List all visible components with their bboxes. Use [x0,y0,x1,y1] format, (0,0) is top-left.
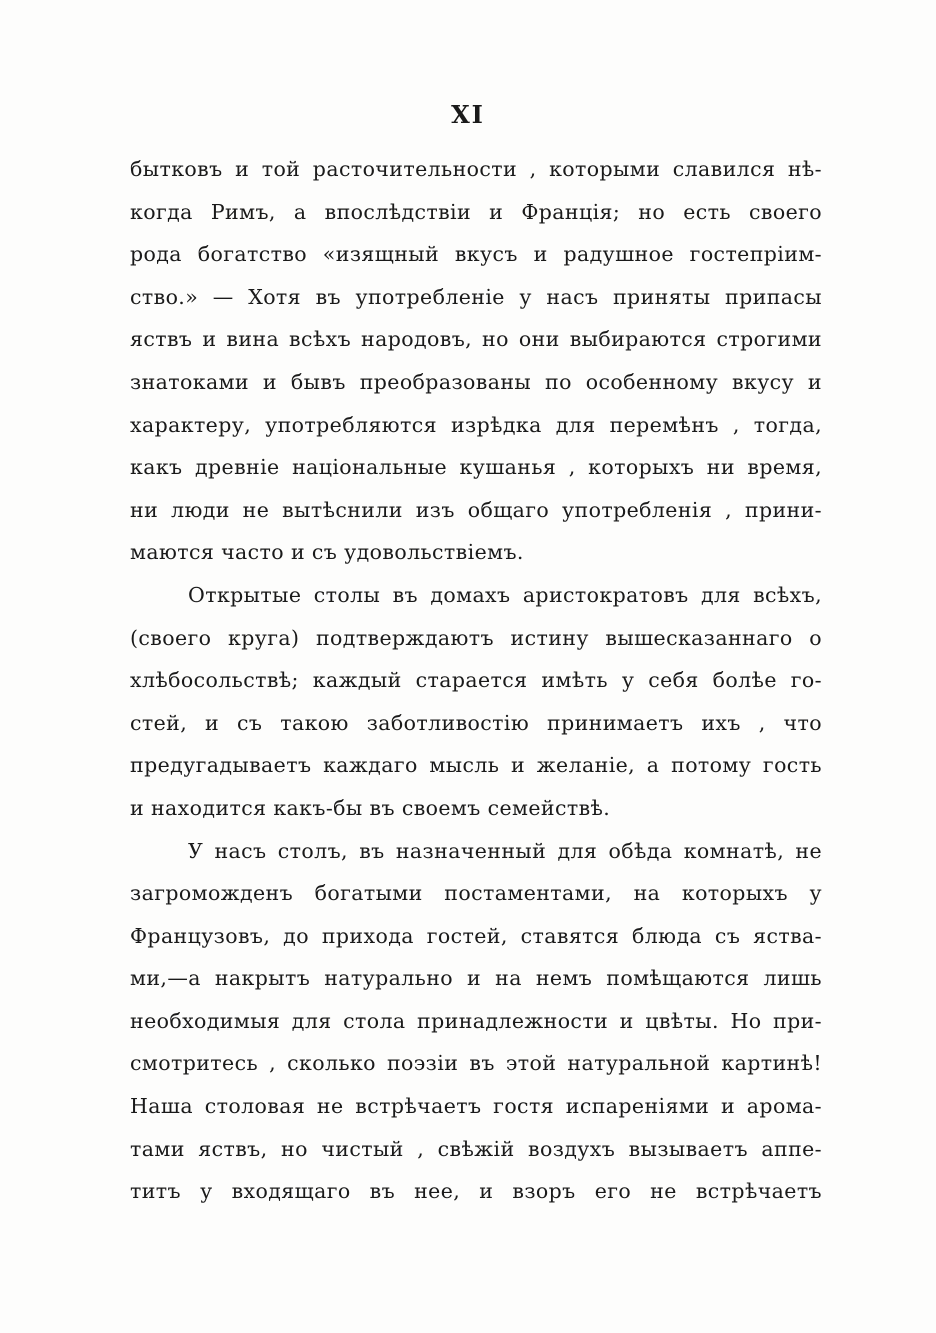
text-line: ми,—а накрытъ натурально и на немъ помѣщаются лишь [130,966,822,991]
text-line: тами яствъ, но чистый , свѣжій воздухъ вызываетъ аппе- [130,1136,822,1161]
text-line: яствъ и вина всѣхъ народовъ, но они выбираются строгими [130,327,822,352]
text-line: смотритесь , сколько поэзіи въ этой натуральной картинѣ! [130,1051,822,1076]
text-line: загроможденъ богатыми постаментами, на которыхъ у [130,881,822,906]
paragraph-2 [130,574,822,830]
page-number: XI [451,100,485,129]
text-line: знатоками и бывъ преобразованы по особенному вкусу и [130,369,822,394]
text-line: необходимыя для стола принадлежности и цвѣты. Но при- [130,1008,822,1033]
body-text [130,148,822,1213]
text-line: ни люди не вытѣснили изъ общаго употребленія , прини- [130,497,822,522]
text-line: Французовъ, до прихода гостей, ставятся блюда съ яства- [130,923,822,948]
text-line: хлѣбосольствѣ; каждый старается имѣть у себя болѣе го- [130,668,822,693]
text-line: маются часто и съ удовольствіемъ. [130,540,524,565]
text-line: У насъ столъ, въ назначенный для обѣда комнатѣ, не [188,838,822,863]
text-line: стей, и съ такою заботливостію принимаетъ ихъ , что [130,710,822,735]
text-line: ство.» — Хотя въ употребленіе у насъ приняты припасы [130,284,822,309]
text-line: какъ древніе національные кушанья , которыхъ ни время, [130,455,822,480]
paragraph-3 [130,830,822,1213]
text-line: Открытые столы въ домахъ аристократовъ для всѣхъ, [188,582,822,607]
text-line: рода богатство «изящный вкусъ и радушное гостепріим- [130,242,822,267]
text-line: бытковъ и той расточительности , которыми славился нѣ- [130,157,822,181]
text-line: (своего круга) подтверждаютъ истину вышесказаннаго о [130,625,822,650]
text-line: когда Римъ, а впослѣдствіи и Франція; но есть своего [130,199,822,224]
text-line: предугадываетъ каждаго мысль и желаніе, а потому гость [130,753,822,778]
text-line: и находится какъ-бы въ своемъ семействѣ. [130,795,611,820]
text-line: Наша столовая не встрѣчаетъ гостя испареніями и арома- [130,1094,822,1119]
paragraph-1 [130,148,822,574]
text-line: титъ у входящаго въ нее, и взоръ его не встрѣчаетъ [130,1179,822,1204]
text-line: характеру, употребляются изрѣдка для перемѣнъ , тогда, [130,412,822,437]
